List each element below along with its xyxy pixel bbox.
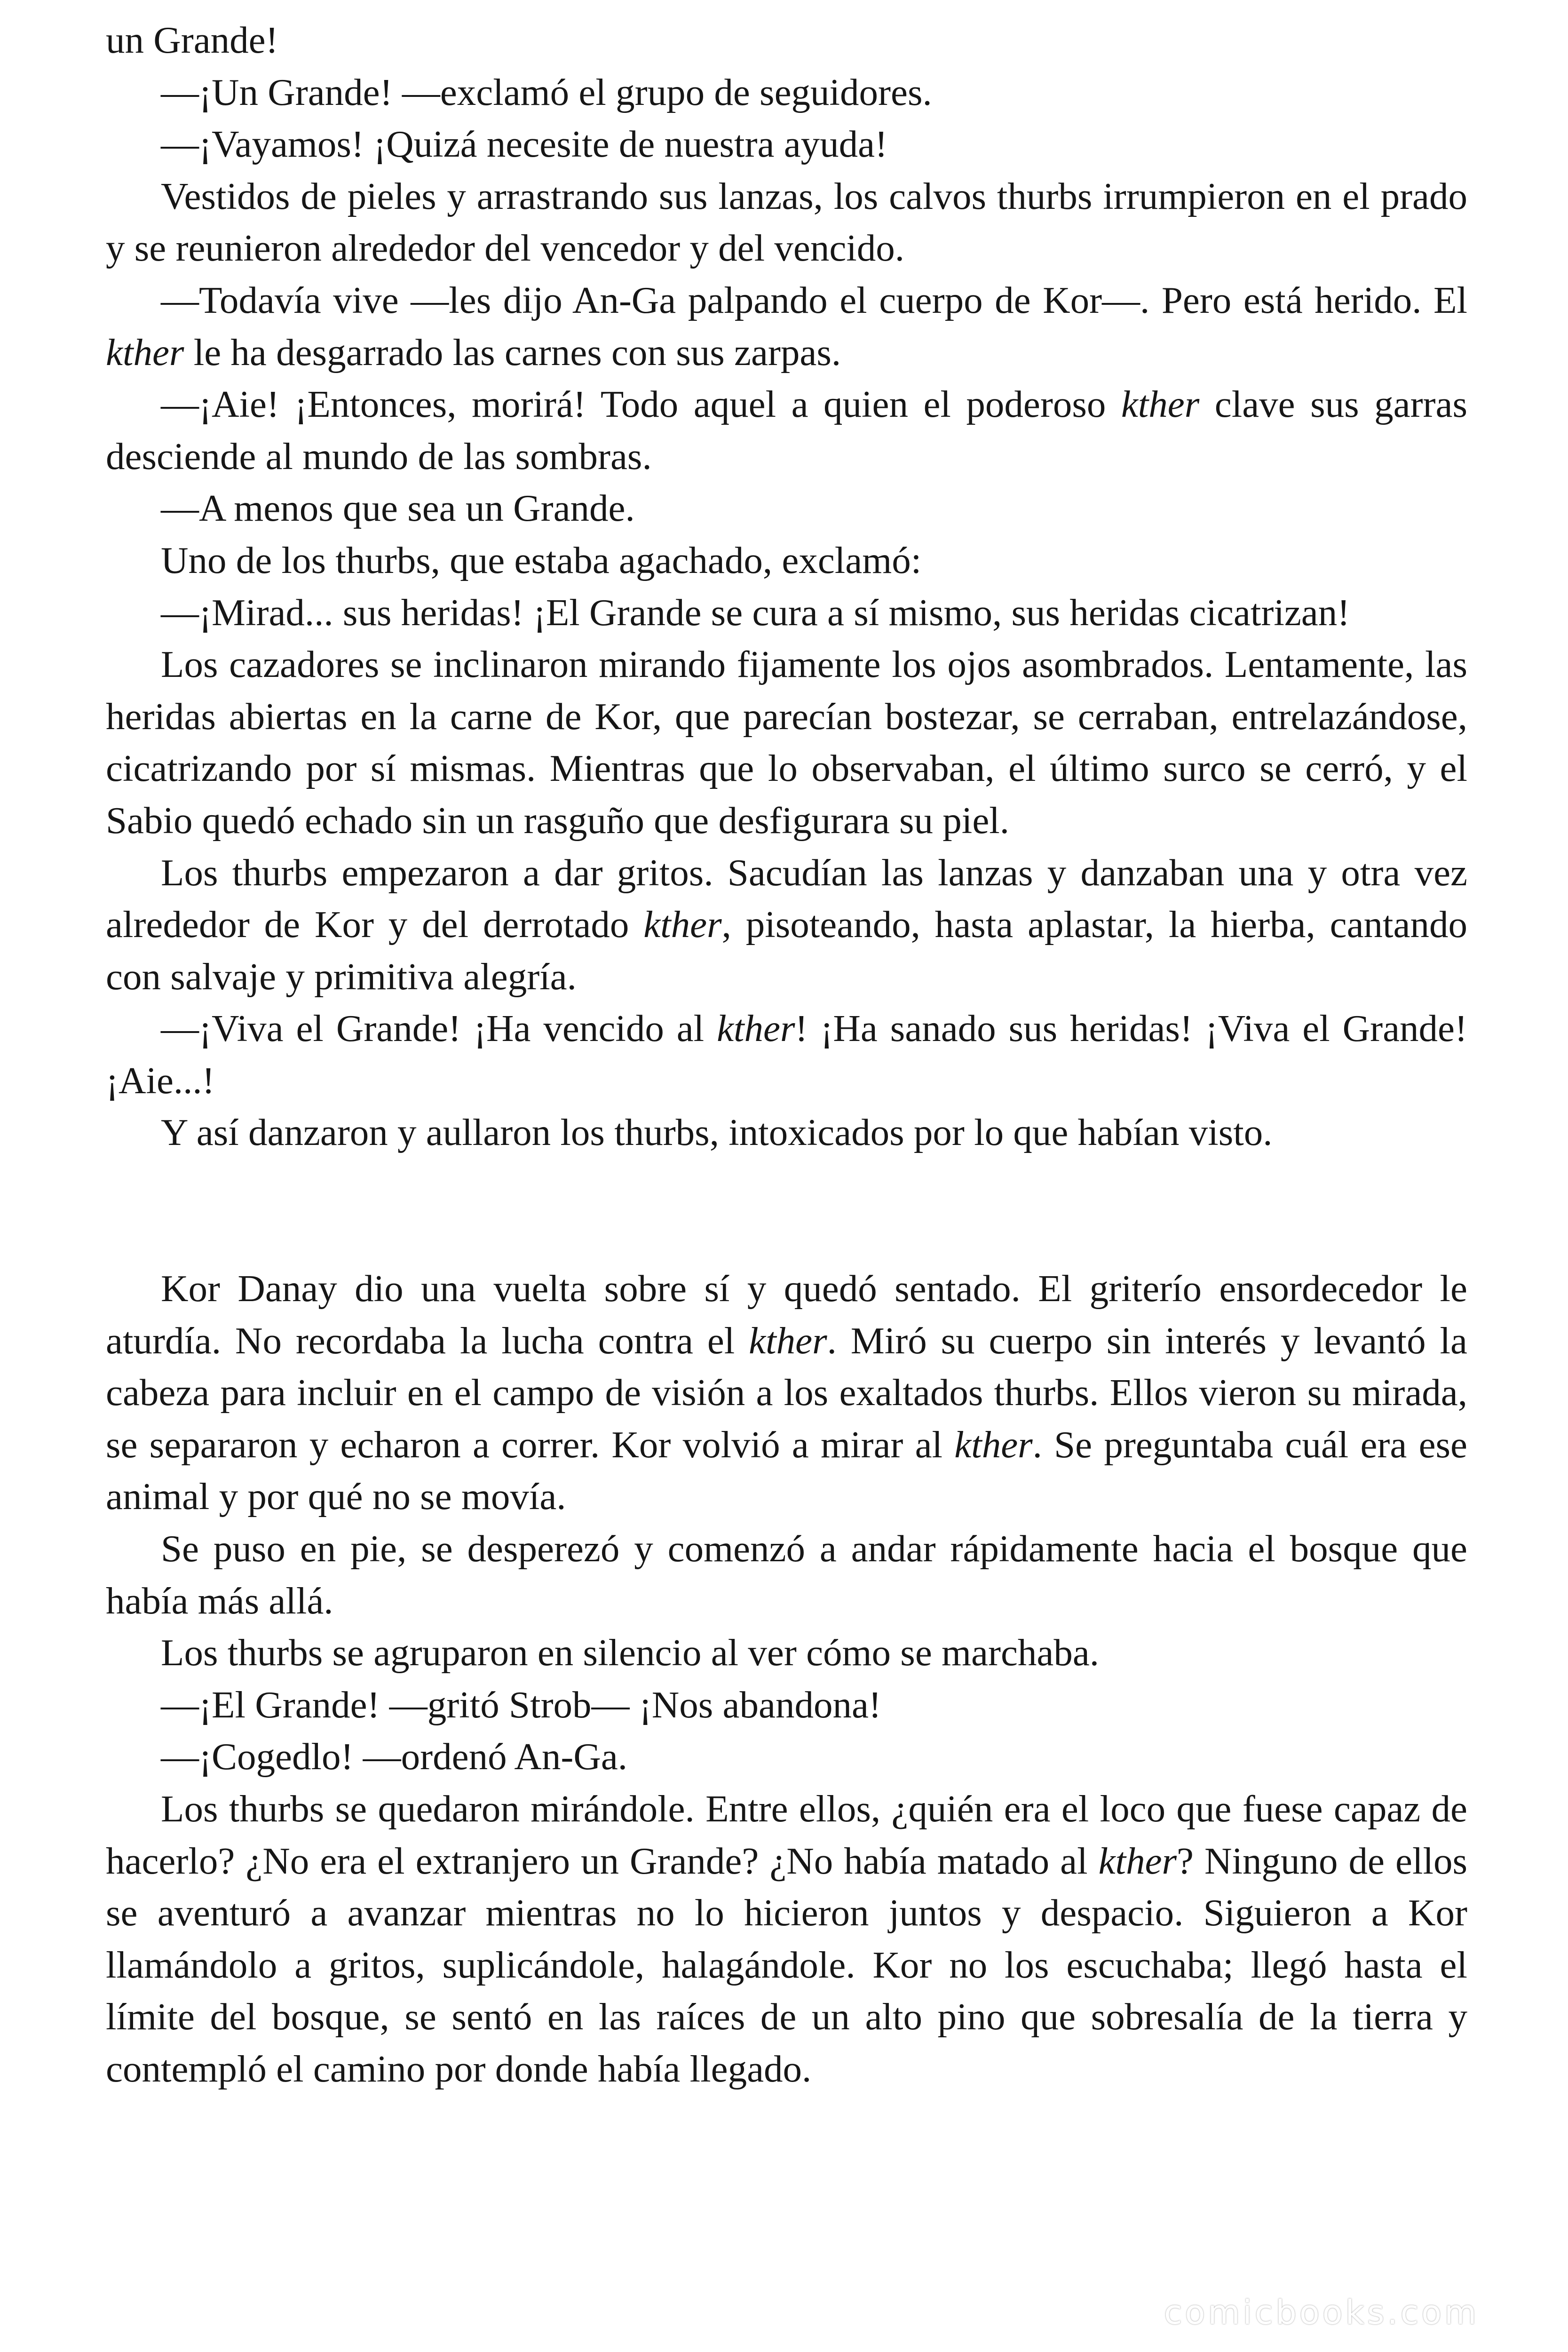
text-run: un Grande!: [106, 19, 278, 61]
text-run: —Todavía vive —les dijo An-Ga palpando el cuerpo de Kor—. Pero está herido. El: [161, 278, 1467, 321]
paragraph: [106, 1731, 1467, 1783]
text-run: —¡Aie! ¡Entonces, morirá! Todo aquel a quien el poderoso: [161, 383, 1121, 426]
text-run: Los thurbs se quedaron mirándole. Entre ellos, ¿quién era el loco que fuese capaz de hacerlo? ¿No era el extranjero un Grande? ¿No había matado al: [106, 1788, 1467, 1882]
text-run: le ha desgarrado las carnes con sus zarpas.: [184, 331, 841, 373]
paragraph: [106, 1263, 1467, 1523]
paragraph: [106, 587, 1467, 639]
text-run: Vestidos de pieles y arrastrando sus lanzas, los calvos thurbs irrumpieron en el prado y se reunieron alrededor del vencedor y del vencido.: [106, 175, 1467, 270]
paragraph: [106, 170, 1467, 274]
text-run: . Miró su cuerpo sin interés y levantó la cabeza para incluir en el campo de visión a los exaltados thurbs. Ellos vieron su mirada, se separaron y echaron a correr. Kor volvió a mirar al: [106, 1319, 1468, 1466]
text-run: —¡Mirad... sus heridas! ¡El Grande se cura a sí mismo, sus heridas cicatrizan!: [161, 591, 1350, 634]
text-run: ! ¡Ha sanado sus heridas! ¡Viva el Grande! ¡Aie...!: [106, 1007, 1467, 1102]
text-run: Se puso en pie, se desperezó y comenzó a andar rápidamente hacia el bosque que había más allá.: [106, 1527, 1467, 1622]
paragraph: [106, 274, 1467, 378]
italic-term: kther: [106, 331, 184, 373]
text-run: —¡Viva el Grande! ¡Ha vencido al: [161, 1007, 717, 1050]
paragraph: [106, 1523, 1467, 1627]
text-run: Los cazadores se inclinaron mirando fijamente los ojos asombrados. Lentamente, las heridas abiertas en la carne de Kor, que parecían bostezar, se cerraban, entrelazándose, cicatrizando por sí mismas. Mientras que lo observaban, el último surco se cerró, y el Sabio quedó echado sin un rasguño que desfigurara su piel.: [106, 643, 1467, 842]
text-run: . Se preguntaba cuál era ese animal y por qué no se movía.: [106, 1423, 1467, 1518]
italic-term: kther: [1121, 383, 1200, 426]
italic-term: kther: [717, 1007, 795, 1050]
paragraph: [106, 66, 1467, 119]
text-run: clave sus garras desciende al mundo de las sombras.: [106, 383, 1467, 477]
text-run: ? Ninguno de ellos se aventuró a avanzar mientras no lo hicieron juntos y despacio. Siguieron a Kor llamándolo a gritos, suplicándole, halagándole. Kor no los escuchaba; llegó hasta el límite del bosque, se sentó en las raíces de un alto pino que sobresalía de la tierra y contempló el camino por donde había llegado.: [106, 1839, 1467, 2090]
text-run: —¡Vayamos! ¡Quizá necesite de nuestra ayuda!: [161, 123, 888, 166]
text-run: Los thurbs se agruparon en silencio al ver cómo se marchaba.: [161, 1631, 1100, 1674]
book-page: [106, 14, 1467, 2095]
text-run: , pisoteando, hasta aplastar, la hierba, cantando con salvaje y primitiva alegría.: [106, 903, 1467, 998]
watermark: comicbooks.com: [1164, 2293, 1480, 2332]
paragraph: [106, 482, 1467, 534]
text-run: —¡Un Grande! —exclamó el grupo de seguidores.: [161, 71, 932, 113]
paragraph: [106, 1002, 1467, 1106]
paragraph: [106, 847, 1467, 1003]
paragraph: [106, 1627, 1467, 1679]
italic-term: kther: [749, 1319, 827, 1362]
text-run: —A menos que sea un Grande.: [161, 487, 635, 530]
text-run: —¡Cogedlo! —ordenó An-Ga.: [161, 1735, 628, 1778]
text-run: —¡El Grande! —gritó Strob— ¡Nos abandona!: [161, 1683, 881, 1726]
text-run: Uno de los thurbs, que estaba agachado, exclamó:: [161, 539, 922, 581]
paragraph: [106, 1783, 1467, 2095]
paragraph: [106, 534, 1467, 587]
text-run: Los thurbs empezaron a dar gritos. Sacudían las lanzas y danzaban una y otra vez alrededor de Kor y del derrotado: [106, 851, 1467, 946]
italic-term: kther: [643, 903, 722, 946]
paragraph: [106, 638, 1467, 846]
paragraph: [106, 378, 1467, 482]
paragraph: [106, 118, 1467, 170]
paragraph: [106, 1679, 1467, 1731]
paragraph: [106, 14, 1467, 66]
italic-term: kther: [954, 1423, 1033, 1466]
text-run: Kor Danay dio una vuelta sobre sí y quedó sentado. El griterío ensordecedor le aturdía. No recordaba la lucha contra el: [106, 1267, 1467, 1362]
paragraph: [106, 1106, 1467, 1159]
italic-term: kther: [1098, 1839, 1177, 1882]
section-break: [106, 1159, 1467, 1263]
text-run: Y así danzaron y aullaron los thurbs, intoxicados por lo que habían visto.: [161, 1111, 1273, 1154]
